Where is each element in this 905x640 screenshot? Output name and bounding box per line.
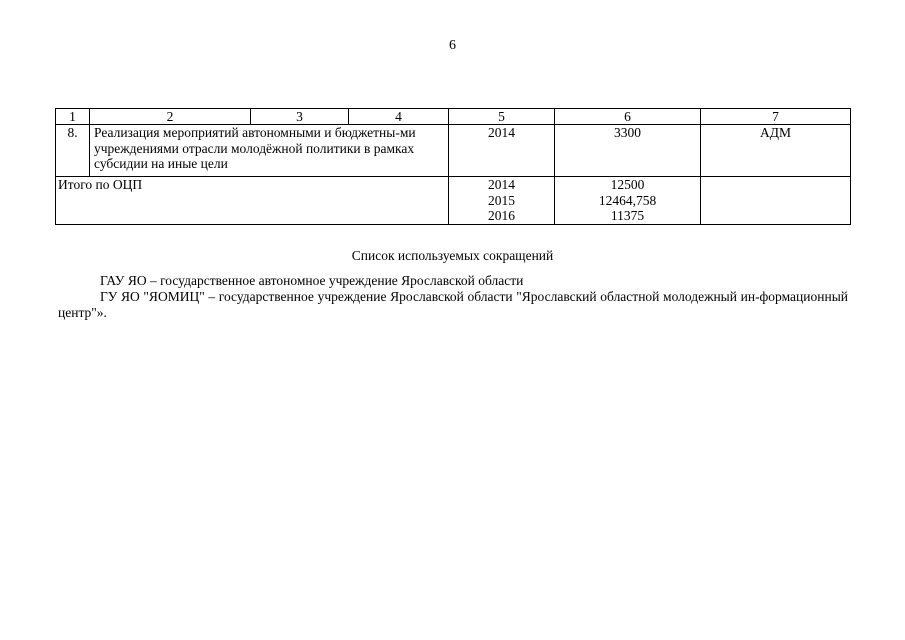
- total-amount: 11375: [610, 208, 645, 223]
- table-row: [56, 125, 851, 177]
- column-header: 6: [555, 109, 701, 125]
- row-amount: 3300: [555, 125, 701, 177]
- abbreviations-title: Список используемых сокращений: [351, 248, 554, 263]
- abbreviation-item: ГУ ЯО "ЯОМИЦ" – государственное учреждение Ярославской области "Ярославский областной молодежный ин-формационный центр"».: [58, 289, 848, 320]
- column-header: 7: [701, 109, 851, 125]
- total-label: Итого по ОЦП: [56, 177, 449, 225]
- page-number: 6: [449, 38, 456, 53]
- row-executor: АДМ: [701, 125, 851, 177]
- row-year: 2014: [449, 125, 555, 177]
- total-year: 2014: [488, 177, 515, 192]
- column-header: 1: [56, 109, 90, 125]
- total-year: 2016: [488, 208, 515, 223]
- program-table: [55, 108, 851, 225]
- total-year: 2015: [488, 192, 515, 208]
- total-amounts: [555, 177, 701, 225]
- total-executor: [701, 177, 851, 225]
- abbreviations-list: [58, 273, 848, 321]
- column-header: 2: [90, 109, 251, 125]
- table-header-row: [56, 109, 851, 125]
- column-header: 3: [251, 109, 349, 125]
- row-description: Реализация мероприятий автономными и бюджетны-ми учреждениями отрасли молодёжной политики в рамках субсидии на иные цели: [90, 125, 449, 177]
- total-amount: 12464,758: [598, 192, 657, 208]
- total-years: [449, 177, 555, 225]
- total-amount: 12500: [610, 177, 645, 192]
- abbreviation-item: ГАУ ЯО – государственное автономное учреждение Ярославской области: [100, 273, 524, 288]
- table-total-row: [56, 177, 851, 225]
- row-number: 8.: [56, 125, 90, 177]
- column-header: 4: [349, 109, 449, 125]
- column-header: 5: [449, 109, 555, 125]
